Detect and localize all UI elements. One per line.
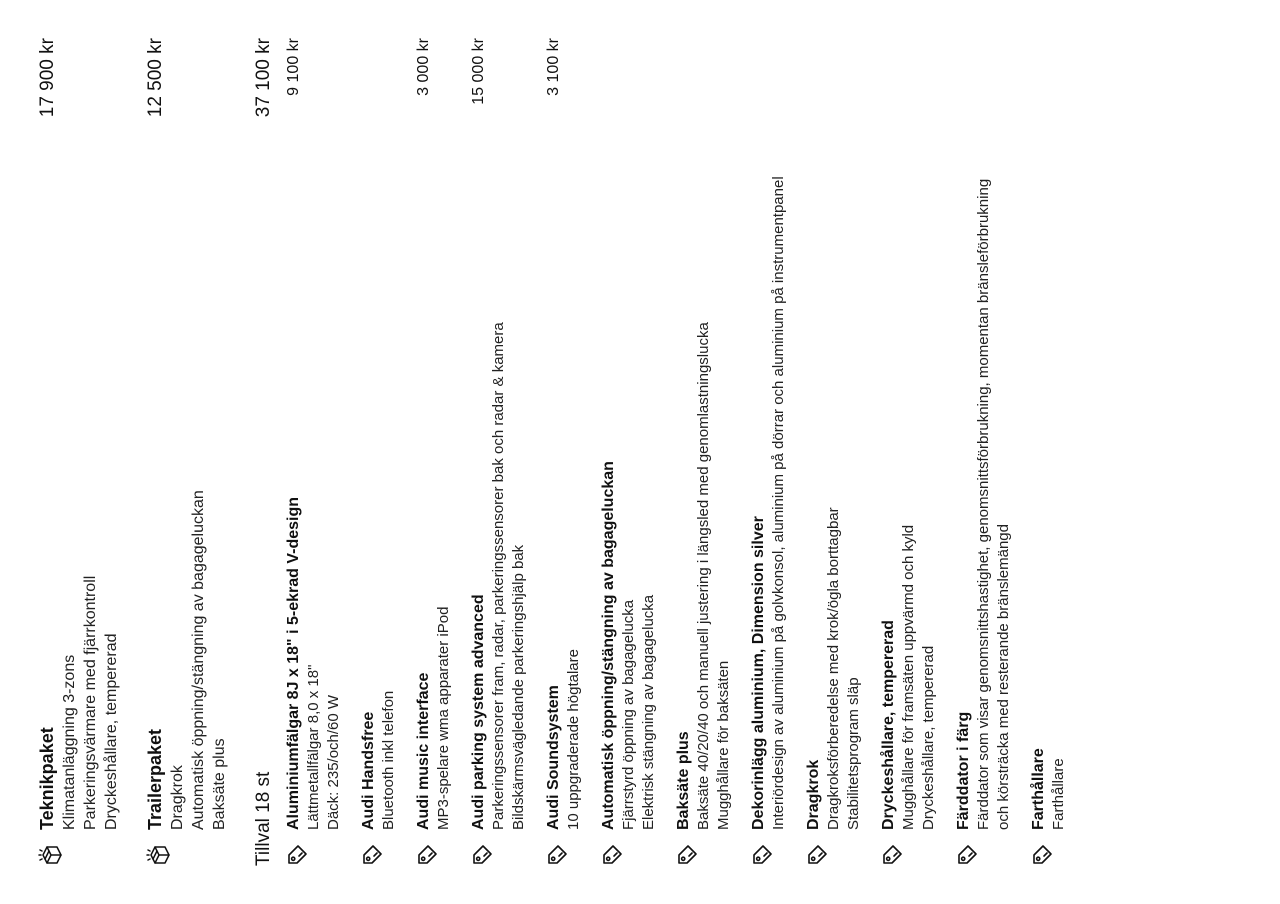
option-title: Baksäte plus (675, 731, 692, 830)
tag-icon (599, 840, 623, 866)
package-icon (36, 840, 62, 866)
option-title: Farthållare (1030, 748, 1047, 830)
option-title: Dryckeshållare, tempererad (880, 620, 897, 830)
option-price: 15 000 kr (470, 38, 487, 105)
options-section (284, 38, 1069, 866)
option-detail: Mugghållare för baksäten (715, 660, 732, 830)
option-body (749, 38, 789, 830)
option-detail: Lättmetallfälgar 8,0 x 18" (305, 664, 322, 830)
tag-icon (954, 840, 978, 866)
option-item (599, 38, 659, 866)
option-body (414, 38, 454, 830)
option-detail: Farthållare (1050, 758, 1067, 830)
option-detail: Bildskärmsvägledande parkeringshjälp bak (510, 544, 527, 830)
option-body (1029, 38, 1069, 830)
tag-icon (674, 840, 698, 866)
package-item (144, 38, 230, 866)
package-feature: Baksäte plus (211, 738, 228, 830)
option-detail: Elektrisk stängning av bagagelucka (640, 594, 657, 830)
packages-section (36, 38, 230, 866)
option-detail: Däck: 235/och/60 W (325, 694, 342, 830)
option-item (469, 38, 529, 866)
package-feature: Dryckeshållare, tempererad (103, 633, 120, 830)
package-icon (144, 840, 170, 866)
option-body (359, 38, 399, 830)
option-detail: Fjärrstyrd öppning av bagagelucka (620, 599, 637, 830)
option-body (804, 38, 864, 830)
package-title: Teknikpaket (37, 727, 57, 830)
package-body (36, 38, 122, 830)
tillval-header (252, 38, 276, 866)
option-body (599, 38, 659, 830)
option-detail: Dryckeshållare, tempererad (920, 645, 937, 830)
package-feature: Parkeringsvärmare med fjärrkontroll (82, 575, 99, 830)
option-item (954, 38, 1014, 866)
package-price: 12 500 kr (145, 38, 166, 118)
option-item (879, 38, 939, 866)
option-title: Audi parking system advanced (470, 594, 487, 830)
option-title: Dekorinlägg aluminium, Dimension silver (750, 516, 767, 830)
option-body (954, 38, 1014, 830)
option-title: Automatisk öppning/stängning av bagageluckan (600, 461, 617, 830)
option-body (284, 38, 344, 830)
option-item (674, 38, 734, 866)
package-price: 17 900 kr (37, 38, 58, 118)
option-item (414, 38, 454, 866)
option-detail: MP3-spelare wma apparater iPod (435, 606, 452, 830)
option-item (544, 38, 584, 866)
option-detail: Interiördesign av aluminium på golvkonsol, aluminium på dörrar och aluminium på instrumentpanel (770, 176, 787, 830)
option-item (359, 38, 399, 866)
tag-icon (359, 840, 383, 866)
option-title: Audi Handsfree (360, 711, 377, 830)
option-detail: Mugghållare för framsäten uppvärmd och kyld (900, 524, 917, 830)
tag-icon (879, 840, 903, 866)
option-body (469, 38, 529, 830)
package-feature: Dragkrok (169, 765, 186, 830)
option-item (804, 38, 864, 866)
option-item (749, 38, 789, 866)
tillval-label: Tillval 18 st (253, 771, 274, 866)
package-feature: Klimatanläggning 3-zons (61, 654, 78, 830)
tag-icon (749, 840, 773, 866)
tag-icon (1029, 840, 1053, 866)
option-price: 3 000 kr (415, 38, 432, 96)
tag-icon (469, 840, 493, 866)
option-title: Dragkrok (805, 759, 822, 830)
tillval-total: 37 100 kr (253, 38, 274, 118)
option-title: Audi music interface (415, 672, 432, 830)
option-detail: 10 uppgraderade högtalare (565, 649, 582, 830)
option-body (674, 38, 734, 830)
option-body (879, 38, 939, 830)
option-price: 9 100 kr (285, 38, 302, 96)
option-price: 3 100 kr (545, 38, 562, 96)
option-detail: Stabilitetsprogram släp (845, 677, 862, 830)
option-body (544, 38, 584, 830)
option-title: Audi Soundsystem (545, 685, 562, 830)
option-detail: Färddator som visar genomsnittshastighet, genomsnittsförbrukning, momentan bränsleförbrukning (975, 178, 992, 830)
package-body (144, 38, 230, 830)
package-feature: Automatisk öppning/stängning av bagageluckan (190, 490, 207, 830)
option-detail: och körsträcka med resterande bränslemängd (995, 524, 1012, 830)
tag-icon (414, 840, 438, 866)
option-detail: Bluetooth inkl telefon (380, 690, 397, 830)
tag-icon (544, 840, 568, 866)
tag-icon (284, 840, 308, 866)
tag-icon (804, 840, 828, 866)
option-title: Aluminiumfälgar 8J x 18" i 5-ekrad V-design (285, 496, 302, 830)
option-title: Färddator i färg (955, 711, 972, 830)
option-item (1029, 38, 1069, 866)
option-detail: Dragkroksförberedelse med krok/ögla borttagbar (825, 507, 842, 830)
package-item (36, 38, 122, 866)
package-title: Trailerpaket (145, 728, 165, 830)
option-detail: Parkeringssensorer fram, radar, parkeringssensorer bak och radar & kamera (490, 322, 507, 830)
option-detail: Baksäte 40/20/40 och manuell justering i längsled med genomlastningslucka (695, 322, 712, 830)
option-item (284, 38, 344, 866)
